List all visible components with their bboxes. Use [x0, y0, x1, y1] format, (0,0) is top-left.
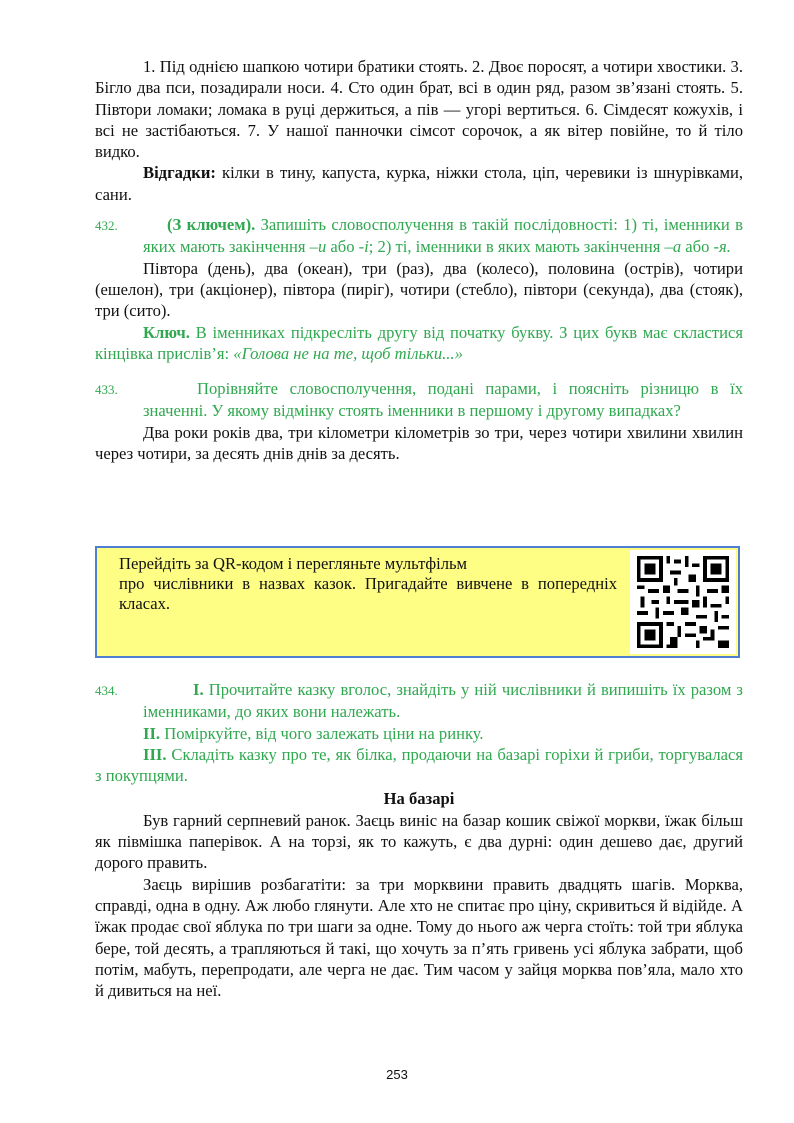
riddles-answers	[95, 162, 743, 205]
answers-label: Відгадки:	[143, 163, 216, 183]
key-text: В іменниках підкресліть другу від початку букву. З цих букв має скластися кінцівка прислів’я:	[95, 322, 743, 363]
ending: –и	[309, 237, 327, 257]
story-paragraph-1: Був гарний серпневий ранок. Заєць виніс на базар кошик свіжої моркви, їжак більш як півмішка паперівок. А на торзі, як то кажуть, є два дурні: один дешево дає, другий дорого править.	[95, 810, 743, 873]
key-label: Ключ.	[143, 322, 190, 342]
qr-box-text	[119, 554, 617, 614]
instruction-text: або	[326, 237, 359, 257]
story-paragraph-2: Заєць вирішив розбагатіти: за три морквини править двадцять шагів. Морква, справді, одна в одну. Аж любо глянути. Але хто не спитає про ціну, скривиться й відійде. А їжак продає свої яблука по три шаги за одне. Тому до нього аж черга стоїть: той три яблука бере, той десять, а трапляються й такі, що хочуть за п’ять гривень усі яблука забрати, щоб потім, мабуть, перепродати, але черга не дає. Тим часом у зайця морква пов’яла, мало хто й дивиться на неї.	[95, 874, 743, 1001]
ending: -і	[358, 237, 369, 257]
task-433-pairs: Два роки років два, три кілометри кілометрів зо три, через чотири хвилини хвилин через чотири, за десять днів днів за десять.	[95, 422, 743, 464]
task-433	[95, 378, 743, 464]
key-quote: «Голова не на те, щоб тільки...»	[233, 343, 463, 363]
task-434-part3	[95, 744, 743, 787]
part-text: Складіть казку про те, як білка, продаючи на базарі горіхи й гриби, торгувалася з покупцями.	[95, 744, 743, 786]
task-432	[95, 214, 743, 364]
task-number: 432.	[95, 218, 118, 234]
task-number: 433.	[95, 382, 118, 398]
task-434-part1	[95, 679, 743, 723]
qr-box-line1: Перейдіть за QR-кодом і перегляньте мультфільм	[119, 554, 468, 573]
part-label: ІІ.	[143, 723, 161, 743]
instruction-text: Запишіть словосполучення в такій послідовності: 1) ті, іменники в яких мають закінчення	[143, 215, 743, 257]
task-432-words: Півтора (день), два (океан), три (раз), два (колесо), половина (острів), чотири (ешелон), три (акціонер), півтора (пиріг), чотири (стебло), півтори (секунда), два (стояк), три (сито).	[95, 258, 743, 321]
task-432-bold: (З ключем).	[167, 215, 256, 235]
instruction-text: ; 2) ті, іменники в яких мають закінчення	[368, 237, 665, 257]
answers-text: кілки в тину, капуста, курка, ніжки стола, ціп, черевики із шнурівками, сани.	[95, 163, 743, 204]
task-434-part2	[95, 723, 743, 744]
page-content-lower	[95, 679, 743, 1001]
qr-code-icon[interactable]	[637, 556, 729, 648]
page-number: 253	[386, 1067, 408, 1082]
ending: –а	[664, 237, 682, 257]
part-text: Поміркуйте, від чого залежать ціни на ринку.	[160, 723, 484, 743]
task-number: 434.	[95, 683, 118, 698]
page-content	[95, 56, 743, 464]
riddles-text: 1. Під однією шапкою чотири братики стоять. 2. Двоє поросят, а чотири хвостики. 3. Бігло два пси, позадирали носи. 4. Сто один брат, всі в один ряд, разом зв’язані стоять. 5. Півтори ломаки; ломака в руці держиться, а пів — угорі вертиться. 6. Сімдесят кожухів, і всі не застібаються. 7. У нашої панночки сімсот сорочок, а як вітер повійне, то й тіло видко.	[95, 57, 743, 162]
qr-code-container[interactable]	[630, 550, 736, 654]
instruction-text: Порівняйте словосполучення, подані парами, і поясніть різницю в їх значенні. У якому відмінку стоять іменники в першому і другому випадках?	[143, 379, 743, 421]
part-label: І.	[193, 680, 204, 699]
instruction-text: або	[681, 237, 714, 257]
part-label: ІІІ.	[143, 744, 167, 764]
task-433-instruction	[95, 378, 743, 422]
task-432-instruction	[95, 214, 743, 258]
task-432-key	[95, 322, 743, 365]
part-text: Прочитайте казку вголос, знайдіть у ній числівники й випишіть їх разом з іменниками, до яких вони належать.	[143, 680, 743, 722]
qr-box-line2: про числівники в назвах казок. Пригадайте вивчене в попередніх класах.	[119, 574, 617, 613]
qr-info-box	[95, 546, 740, 658]
story-title: На базарі	[383, 789, 455, 809]
ending: -я.	[713, 237, 731, 257]
